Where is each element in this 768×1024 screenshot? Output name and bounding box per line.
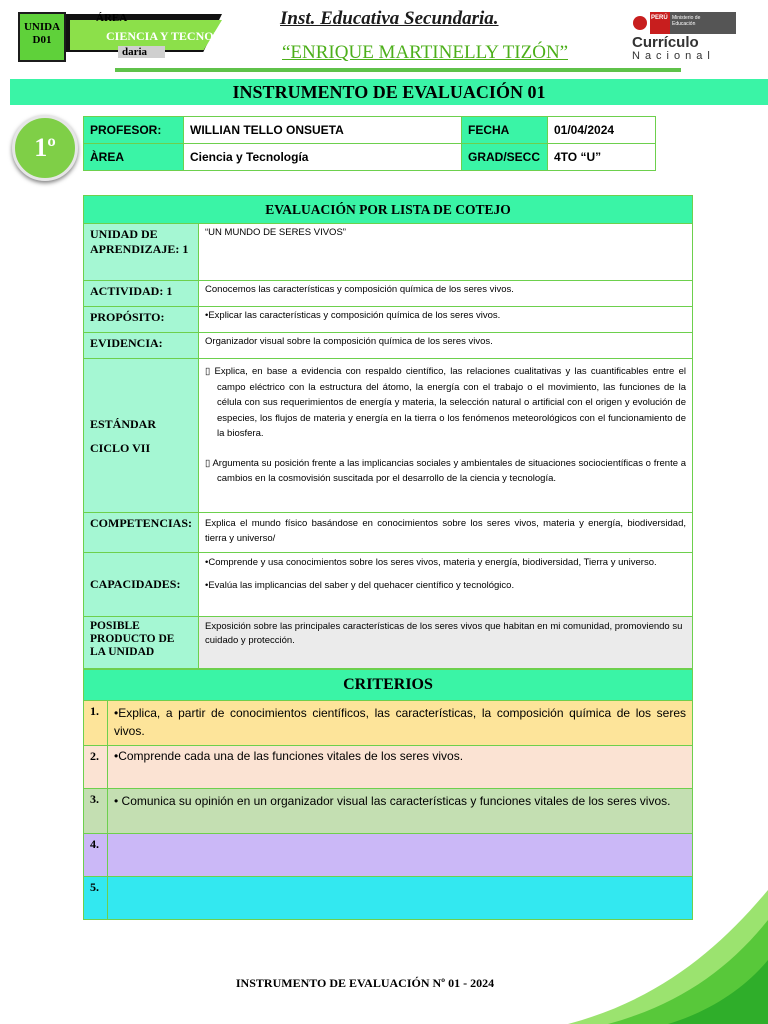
capacidad-1: •Comprende y usa conocimientos sobre los seres vivos, materia y energía, biodiversidad, Tierra y universo. xyxy=(205,557,657,568)
shield-icon xyxy=(633,16,647,30)
criterio-num: 5. xyxy=(84,877,108,920)
competencia-label: COMPETENCIAS: xyxy=(84,513,199,553)
criterios-table xyxy=(83,669,693,920)
producto-value: Exposición sobre las principales características de los seres vivos que habitan en mi comunidad, promoviendo su cuidado y protección. xyxy=(199,617,693,669)
capacidades-value xyxy=(199,553,693,617)
info-table xyxy=(83,116,656,171)
competencia-value: Explica el mundo físico basándose en conocimientos sobre los seres vivos, materia y energía, biodiversidad, tierra y universo/ xyxy=(199,513,693,553)
criterio-num: 3. xyxy=(84,789,108,834)
page-footer: INSTRUMENTO DE EVALUACIÓN Nº 01 - 2024 xyxy=(235,976,495,990)
estandar-label-1: ESTÁNDAR xyxy=(90,416,157,431)
evaluation-heading: EVALUACIÓN POR LISTA DE COTEJO xyxy=(84,196,693,224)
estandar-1: Explica, en base a evidencia con respaldo científico, las relaciones cualitativas y las cuantificables entre el campo eléctrico con la estructura del átomo, la energía con el trabajo o el movimiento, las funciones de la célula con sus requerimientos de energía y materia, la selección natural o artificial con el origen y evolución de especies, los flujos de materia y energía en la tierra o los fenómenos meteorológicos con el funcionamiento de la biosfera. xyxy=(214,366,686,439)
capacidades-label: CAPACIDADES: xyxy=(84,553,199,617)
institution-title: Inst. Educativa Secundaria. xyxy=(280,8,499,29)
logo-ministry: Ministerio de Educación xyxy=(672,15,701,27)
producto-label: POSIBLE PRODUCTO DE LA UNIDAD xyxy=(84,617,199,669)
fecha-label: FECHA xyxy=(462,117,548,144)
estandar-2: Argumenta su posición frente a las implicancias sociales y ambientales de situaciones sociocientíficas o frente a cambios en la cosmovisión suscitada por el desarrollo de la ciencia y tecnología. xyxy=(212,457,687,484)
evidencia-label: EVIDENCIA: xyxy=(84,333,199,359)
corner-decoration xyxy=(548,890,768,1024)
school-name: “ENRIQUE MARTINELLY TIZÓN” xyxy=(282,42,569,63)
bullet-icon: ▯ xyxy=(205,457,213,469)
area-badge-value: CIENCIA Y TECNOLOGÍA xyxy=(106,29,254,43)
bullet-icon: ▯ xyxy=(205,366,215,377)
grade-badge: 1º xyxy=(12,115,78,181)
proposito-label: PROPÓSITO: xyxy=(84,307,199,333)
curriculo-title: Currículo xyxy=(632,34,699,51)
page-title: INSTRUMENTO DE EVALUACIÓN 01 xyxy=(10,79,768,105)
actividad-label: ACTIVIDAD: 1 xyxy=(84,281,199,307)
evidencia-value: Organizador visual sobre la composición química de los seres vivos. xyxy=(199,333,693,359)
header-divider xyxy=(115,68,681,72)
criterios-heading: CRITERIOS xyxy=(84,670,693,701)
grad-value: 4TO “U” xyxy=(548,144,656,171)
criterio-num: 1. xyxy=(84,701,108,746)
unidad-badge: UNIDA D01 xyxy=(18,12,66,62)
criterio-text: • Comunica su opinión en un organizador visual las características y funciones vitales de los seres vivos. xyxy=(108,789,693,834)
area-value: Ciencia y Tecnología xyxy=(184,144,462,171)
criterio-num: 4. xyxy=(84,834,108,877)
grad-label: GRAD/SECC xyxy=(462,144,548,171)
unidad-value: “UN MUNDO DE SERES VIVOS” xyxy=(199,224,693,281)
criterio-num: 2. xyxy=(84,746,108,789)
profesor-label: PROFESOR: xyxy=(84,117,184,144)
capacidad-2: •Evalúa las implicancias del saber y del quehacer científico y tecnológico. xyxy=(205,580,515,591)
area-label: ÀREA xyxy=(84,144,184,171)
fecha-value: 01/04/2024 xyxy=(548,117,656,144)
estandar-label-2: CICLO VII xyxy=(90,440,151,455)
logo-country: PERÚ xyxy=(651,15,668,21)
area-badge-label: ÁREA xyxy=(96,12,128,24)
criterio-text: •Explica, a partir de conocimientos científicos, las características, la composición química de los seres vivos. xyxy=(108,701,693,746)
criterio-text: •Comprende cada una de las funciones vitales de los seres vivos. xyxy=(108,746,693,789)
profesor-value: WILLIAN TELLO ONSUETA xyxy=(184,117,462,144)
evaluation-table xyxy=(83,195,693,669)
area-badge-sub: daria xyxy=(118,46,165,58)
actividad-value: Conocemos las características y composición química de los seres vivos. xyxy=(199,281,693,307)
proposito-value: •Explicar las características y composición química de los seres vivos. xyxy=(199,307,693,333)
criterio-text xyxy=(108,834,693,877)
estandar-label xyxy=(84,359,199,513)
curriculo-subtitle: Nacional xyxy=(632,50,715,62)
unidad-label: UNIDAD DE APRENDIZAJE: 1 xyxy=(84,224,199,281)
estandar-value xyxy=(199,359,693,513)
